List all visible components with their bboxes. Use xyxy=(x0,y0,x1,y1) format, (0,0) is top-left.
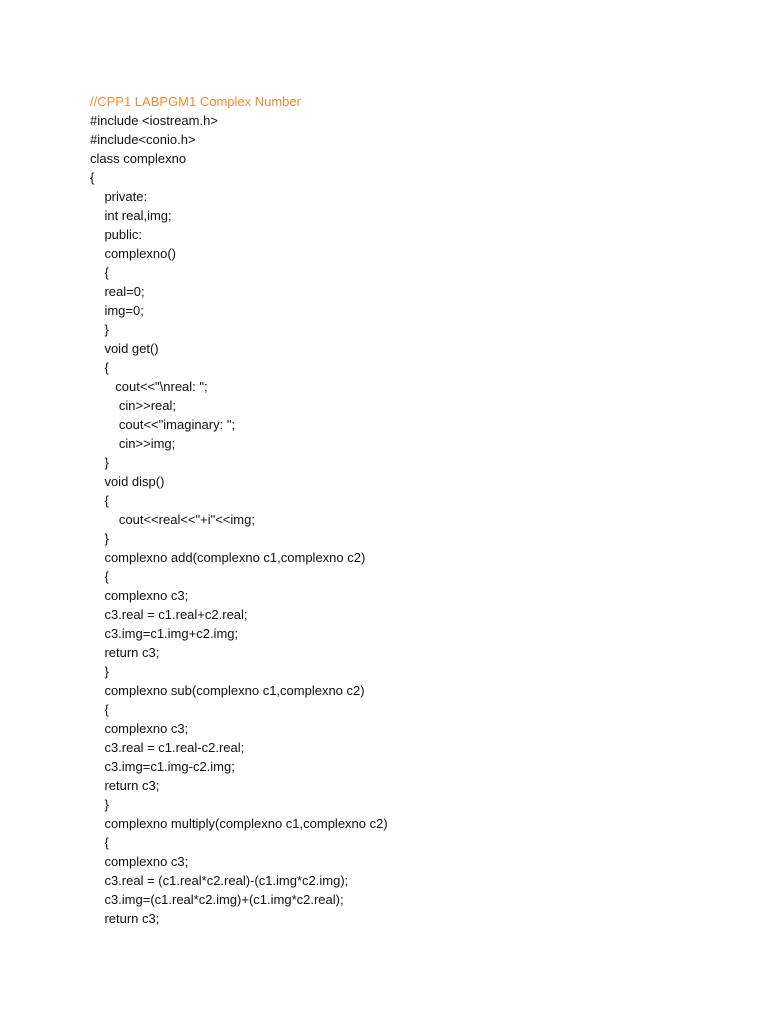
code-line: } xyxy=(90,664,109,679)
code-line: { xyxy=(90,569,109,584)
code-line: complexno c3; xyxy=(90,588,189,603)
code-line: } xyxy=(90,455,109,470)
code-line: } xyxy=(90,322,109,337)
code-line: img=0; xyxy=(90,303,144,318)
code-line: real=0; xyxy=(90,284,145,299)
code-line: c3.img=(c1.real*c2.img)+(c1.img*c2.real); xyxy=(90,892,344,907)
code-line: complexno multiply(complexno c1,complexno c2) xyxy=(90,816,388,831)
code-line: } xyxy=(90,797,109,812)
code-line: return c3; xyxy=(90,645,160,660)
code-line: #include<conio.h> xyxy=(90,132,196,147)
code-line: } xyxy=(90,531,109,546)
code-line: c3.img=c1.img+c2.img; xyxy=(90,626,239,641)
code-line: complexno c3; xyxy=(90,854,189,869)
code-line: #include <iostream.h> xyxy=(90,113,218,128)
code-line: { xyxy=(90,835,109,850)
code-line: cin>>real; xyxy=(90,398,176,413)
code-line: cin>>img; xyxy=(90,436,176,451)
code-line: { xyxy=(90,360,109,375)
code-line: { xyxy=(90,170,95,185)
code-line: return c3; xyxy=(90,778,160,793)
code-line: complexno sub(complexno c1,complexno c2) xyxy=(90,683,365,698)
code-line: void get() xyxy=(90,341,159,356)
code-line: class complexno xyxy=(90,151,187,166)
code-line: { xyxy=(90,702,109,717)
code-line: complexno add(complexno c1,complexno c2) xyxy=(90,550,366,565)
code-listing xyxy=(90,111,388,928)
code-line: c3.real = c1.real+c2.real; xyxy=(90,607,248,622)
document-title: //CPP1 LABPGM1 Complex Number xyxy=(90,94,301,109)
code-line: c3.real = c1.real-c2.real; xyxy=(90,740,245,755)
code-line: public: xyxy=(90,227,143,242)
code-line: { xyxy=(90,493,109,508)
code-line: cout<<real<<"+i"<<img; xyxy=(90,512,255,527)
code-line: c3.img=c1.img-c2.img; xyxy=(90,759,235,774)
code-line: return c3; xyxy=(90,911,160,926)
code-line: { xyxy=(90,265,109,280)
code-line: complexno() xyxy=(90,246,176,261)
code-line: complexno c3; xyxy=(90,721,189,736)
code-line: c3.real = (c1.real*c2.real)-(c1.img*c2.img); xyxy=(90,873,349,888)
code-line: void disp() xyxy=(90,474,165,489)
code-line: int real,img; xyxy=(90,208,172,223)
code-line: private: xyxy=(90,189,148,204)
code-line: cout<<"\nreal: "; xyxy=(90,379,208,394)
code-line: cout<<"imaginary: "; xyxy=(90,417,236,432)
